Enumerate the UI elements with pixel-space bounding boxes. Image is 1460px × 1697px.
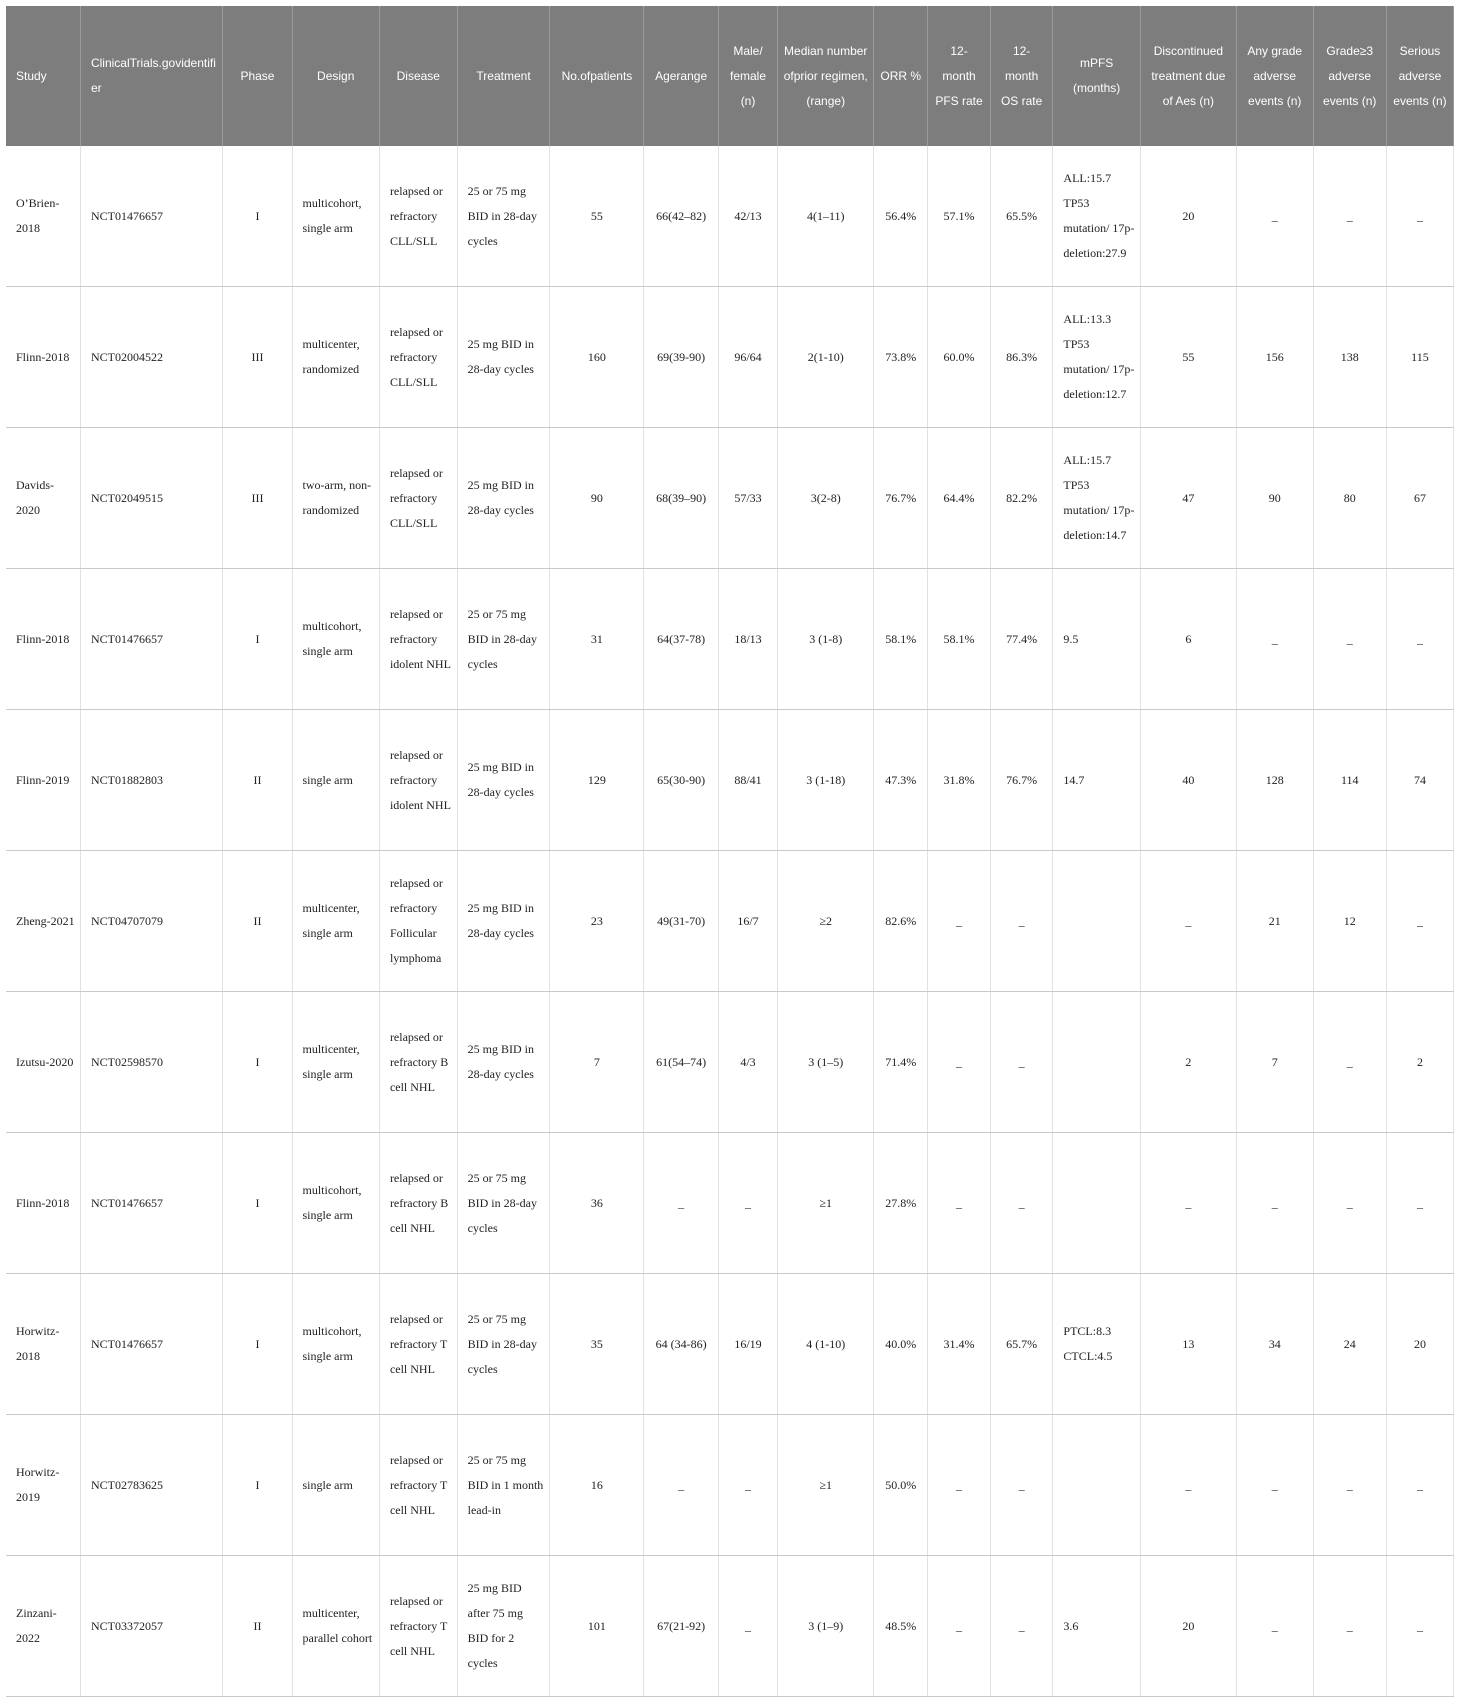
cell-patients: 16 (550, 1415, 644, 1556)
cell-discontinued: 47 (1140, 428, 1236, 569)
cell-treatment: 25 mg BID in 28-day cycles (457, 710, 550, 851)
cell-identifier: NCT02049515 (80, 428, 222, 569)
cell-sex: 16/7 (718, 851, 777, 992)
cell-anygrade: _ (1236, 1556, 1313, 1697)
cell-grade3: 12 (1313, 851, 1386, 992)
cell-regimen: 4 (1-10) (778, 1274, 874, 1415)
cell-identifier: NCT01476657 (80, 1274, 222, 1415)
cell-design: multicenter, parallel cohort (292, 1556, 379, 1697)
header-age: Agerange (644, 6, 718, 146)
cell-discontinued: 6 (1140, 569, 1236, 710)
cell-disease: relapsed or refractory T cell NHL (379, 1274, 457, 1415)
cell-study: Izutsu-2020 (6, 992, 80, 1133)
cell-age: 64 (34-86) (644, 1274, 718, 1415)
cell-os: 82.2% (990, 428, 1053, 569)
cell-mpfs (1053, 992, 1140, 1133)
cell-pfs: _ (928, 851, 991, 992)
header-regimen: Median number ofprior regimen, (range) (778, 6, 874, 146)
cell-age: 49(31-70) (644, 851, 718, 992)
cell-anygrade: _ (1236, 1415, 1313, 1556)
cell-identifier: NCT01476657 (80, 569, 222, 710)
cell-phase: I (223, 992, 292, 1133)
cell-serious: _ (1386, 1415, 1453, 1556)
cell-mpfs: ALL:13.3 TP53 mutation/ 17p-deletion:12.7 (1053, 287, 1140, 428)
cell-disease: relapsed or refractory CLL/SLL (379, 428, 457, 569)
cell-study: Horwitz-2019 (6, 1415, 80, 1556)
cell-os: _ (990, 1133, 1053, 1274)
cell-design: multicohort, single arm (292, 569, 379, 710)
cell-orr: 73.8% (874, 287, 928, 428)
cell-anygrade: _ (1236, 1133, 1313, 1274)
cell-mpfs (1053, 1133, 1140, 1274)
cell-identifier: NCT04707079 (80, 851, 222, 992)
cell-grade3: 80 (1313, 428, 1386, 569)
cell-design: multicenter, randomized (292, 287, 379, 428)
cell-design: multicohort, single arm (292, 1274, 379, 1415)
cell-discontinued: _ (1140, 1133, 1236, 1274)
cell-grade3: _ (1313, 1415, 1386, 1556)
cell-study: Flinn-2018 (6, 287, 80, 428)
table-row (6, 287, 1454, 428)
header-orr: ORR % (874, 6, 928, 146)
header-patients: No.ofpatients (550, 6, 644, 146)
cell-orr: 48.5% (874, 1556, 928, 1697)
cell-pfs: 57.1% (928, 146, 991, 287)
cell-os: _ (990, 992, 1053, 1133)
cell-study: Flinn-2018 (6, 1133, 80, 1274)
table-row (6, 710, 1454, 851)
cell-os: _ (990, 1556, 1053, 1697)
header-identifier: ClinicalTrials.govidentifier (80, 6, 222, 146)
table-row (6, 992, 1454, 1133)
cell-pfs: 58.1% (928, 569, 991, 710)
cell-phase: II (223, 1556, 292, 1697)
cell-anygrade: 156 (1236, 287, 1313, 428)
cell-mpfs: ALL:15.7 TP53 mutation/ 17p-deletion:27.9 (1053, 146, 1140, 287)
cell-os: _ (990, 1415, 1053, 1556)
cell-serious: 20 (1386, 1274, 1453, 1415)
cell-design: multicenter, single arm (292, 851, 379, 992)
header-anygrade: Any grade adverse events (n) (1236, 6, 1313, 146)
cell-sex: _ (718, 1133, 777, 1274)
cell-treatment: 25 or 75 mg BID in 1 month lead-in (457, 1415, 550, 1556)
cell-age: 69(39-90) (644, 287, 718, 428)
header-grade3: Grade≥3 adverse events (n) (1313, 6, 1386, 146)
cell-grade3: _ (1313, 569, 1386, 710)
cell-orr: 40.0% (874, 1274, 928, 1415)
cell-disease: relapsed or refractory T cell NHL (379, 1415, 457, 1556)
cell-anygrade: 128 (1236, 710, 1313, 851)
header-study: Study (6, 6, 80, 146)
cell-discontinued: 55 (1140, 287, 1236, 428)
cell-phase: I (223, 569, 292, 710)
cell-study: Zinzani-2022 (6, 1556, 80, 1697)
cell-regimen: ≥1 (778, 1415, 874, 1556)
header-pfs: 12- month PFS rate (928, 6, 991, 146)
cell-identifier: NCT01476657 (80, 146, 222, 287)
cell-pfs: 31.4% (928, 1274, 991, 1415)
header-sex: Male/ female (n) (718, 6, 777, 146)
cell-treatment: 25 or 75 mg BID in 28-day cycles (457, 146, 550, 287)
cell-serious: _ (1386, 1556, 1453, 1697)
cell-age: 68(39–90) (644, 428, 718, 569)
cell-design: multicohort, single arm (292, 146, 379, 287)
cell-identifier: NCT01476657 (80, 1133, 222, 1274)
cell-disease: relapsed or refractory B cell NHL (379, 992, 457, 1133)
cell-pfs: _ (928, 1415, 991, 1556)
cell-age: _ (644, 1415, 718, 1556)
cell-orr: 47.3% (874, 710, 928, 851)
cell-serious: 2 (1386, 992, 1453, 1133)
cell-pfs: _ (928, 1133, 991, 1274)
header-discontinued: Discontinued treatment due of Aes (n) (1140, 6, 1236, 146)
cell-treatment: 25 or 75 mg BID in 28-day cycles (457, 1274, 550, 1415)
cell-treatment: 25 mg BID in 28-day cycles (457, 428, 550, 569)
cell-os: _ (990, 851, 1053, 992)
cell-sex: 57/33 (718, 428, 777, 569)
cell-orr: 50.0% (874, 1415, 928, 1556)
cell-patients: 36 (550, 1133, 644, 1274)
cell-sex: 96/64 (718, 287, 777, 428)
cell-treatment: 25 mg BID after 75 mg BID for 2 cycles (457, 1556, 550, 1697)
cell-os: 86.3% (990, 287, 1053, 428)
table-row (6, 1274, 1454, 1415)
cell-design: multicohort, single arm (292, 1133, 379, 1274)
cell-os: 76.7% (990, 710, 1053, 851)
cell-age: 65(30-90) (644, 710, 718, 851)
cell-serious: _ (1386, 569, 1453, 710)
cell-mpfs: ALL:15.7 TP53 mutation/ 17p-deletion:14.7 (1053, 428, 1140, 569)
cell-study: Flinn-2018 (6, 569, 80, 710)
cell-disease: relapsed or refractory idolent NHL (379, 569, 457, 710)
cell-design: single arm (292, 1415, 379, 1556)
cell-disease: relapsed or refractory CLL/SLL (379, 287, 457, 428)
cell-orr: 56.4% (874, 146, 928, 287)
cell-serious: _ (1386, 146, 1453, 287)
cell-patients: 129 (550, 710, 644, 851)
cell-disease: relapsed or refractory Follicular lymphoma (379, 851, 457, 992)
cell-discontinued: _ (1140, 1415, 1236, 1556)
cell-orr: 76.7% (874, 428, 928, 569)
cell-design: multicenter, single arm (292, 992, 379, 1133)
cell-grade3: 114 (1313, 710, 1386, 851)
cell-sex: 4/3 (718, 992, 777, 1133)
cell-os: 65.7% (990, 1274, 1053, 1415)
cell-treatment: 25 mg BID in 28-day cycles (457, 287, 550, 428)
cell-sex: 42/13 (718, 146, 777, 287)
header-row (6, 6, 1454, 146)
cell-anygrade: 21 (1236, 851, 1313, 992)
cell-orr: 58.1% (874, 569, 928, 710)
header-treatment: Treatment (457, 6, 550, 146)
cell-treatment: 25 mg BID in 28-day cycles (457, 992, 550, 1133)
cell-sex: 18/13 (718, 569, 777, 710)
cell-pfs: _ (928, 1556, 991, 1697)
cell-grade3: _ (1313, 1133, 1386, 1274)
cell-pfs: _ (928, 992, 991, 1133)
cell-mpfs (1053, 851, 1140, 992)
cell-sex: 88/41 (718, 710, 777, 851)
table-body (6, 146, 1454, 1697)
cell-discontinued: 20 (1140, 146, 1236, 287)
cell-phase: II (223, 851, 292, 992)
cell-anygrade: 90 (1236, 428, 1313, 569)
cell-patients: 7 (550, 992, 644, 1133)
cell-patients: 55 (550, 146, 644, 287)
cell-phase: III (223, 287, 292, 428)
cell-study: Davids-2020 (6, 428, 80, 569)
cell-identifier: NCT03372057 (80, 1556, 222, 1697)
cell-orr: 71.4% (874, 992, 928, 1133)
cell-identifier: NCT02783625 (80, 1415, 222, 1556)
cell-patients: 35 (550, 1274, 644, 1415)
cell-phase: III (223, 428, 292, 569)
cell-mpfs: PTCL:8.3 CTCL:4.5 (1053, 1274, 1140, 1415)
cell-sex: _ (718, 1415, 777, 1556)
cell-disease: relapsed or refractory CLL/SLL (379, 146, 457, 287)
cell-serious: _ (1386, 1133, 1453, 1274)
header-serious: Serious adverse events (n) (1386, 6, 1453, 146)
header-disease: Disease (379, 6, 457, 146)
cell-design: two-arm, non-randomized (292, 428, 379, 569)
cell-regimen: ≥2 (778, 851, 874, 992)
cell-discontinued: 40 (1140, 710, 1236, 851)
cell-patients: 31 (550, 569, 644, 710)
cell-regimen: 2(1-10) (778, 287, 874, 428)
cell-serious: 67 (1386, 428, 1453, 569)
cell-patients: 160 (550, 287, 644, 428)
cell-serious: 74 (1386, 710, 1453, 851)
table-row (6, 1133, 1454, 1274)
cell-age: _ (644, 1133, 718, 1274)
cell-patients: 23 (550, 851, 644, 992)
cell-identifier: NCT01882803 (80, 710, 222, 851)
cell-serious: 115 (1386, 287, 1453, 428)
header-os: 12- month OS rate (990, 6, 1053, 146)
cell-mpfs: 9.5 (1053, 569, 1140, 710)
cell-grade3: 138 (1313, 287, 1386, 428)
cell-regimen: 3 (1–5) (778, 992, 874, 1133)
cell-age: 66(42–82) (644, 146, 718, 287)
cell-treatment: 25 mg BID in 28-day cycles (457, 851, 550, 992)
cell-anygrade: 34 (1236, 1274, 1313, 1415)
cell-regimen: 3 (1-18) (778, 710, 874, 851)
cell-anygrade: 7 (1236, 992, 1313, 1133)
cell-identifier: NCT02004522 (80, 287, 222, 428)
cell-regimen: 3(2-8) (778, 428, 874, 569)
cell-age: 64(37-78) (644, 569, 718, 710)
cell-disease: relapsed or refractory B cell NHL (379, 1133, 457, 1274)
cell-os: 77.4% (990, 569, 1053, 710)
cell-anygrade: _ (1236, 146, 1313, 287)
cell-orr: 82.6% (874, 851, 928, 992)
table-row (6, 146, 1454, 287)
trial-table (6, 6, 1454, 1697)
table-row (6, 1556, 1454, 1697)
cell-patients: 101 (550, 1556, 644, 1697)
cell-sex: 16/19 (718, 1274, 777, 1415)
table-row (6, 851, 1454, 992)
table-row (6, 569, 1454, 710)
cell-disease: relapsed or refractory T cell NHL (379, 1556, 457, 1697)
cell-anygrade: _ (1236, 569, 1313, 710)
cell-phase: I (223, 1133, 292, 1274)
cell-treatment: 25 or 75 mg BID in 28-day cycles (457, 569, 550, 710)
cell-mpfs: 14.7 (1053, 710, 1140, 851)
cell-pfs: 64.4% (928, 428, 991, 569)
cell-grade3: _ (1313, 1556, 1386, 1697)
table-row (6, 1415, 1454, 1556)
cell-phase: I (223, 1415, 292, 1556)
cell-phase: I (223, 1274, 292, 1415)
cell-os: 65.5% (990, 146, 1053, 287)
cell-study: Flinn-2019 (6, 710, 80, 851)
cell-identifier: NCT02598570 (80, 992, 222, 1133)
cell-regimen: 3 (1-8) (778, 569, 874, 710)
header-design: Design (292, 6, 379, 146)
cell-grade3: _ (1313, 992, 1386, 1133)
cell-study: Zheng-2021 (6, 851, 80, 992)
cell-treatment: 25 or 75 mg BID in 28-day cycles (457, 1133, 550, 1274)
cell-age: 61(54–74) (644, 992, 718, 1133)
cell-age: 67(21-92) (644, 1556, 718, 1697)
cell-patients: 90 (550, 428, 644, 569)
cell-regimen: 3 (1–9) (778, 1556, 874, 1697)
cell-study: Horwitz-2018 (6, 1274, 80, 1415)
cell-serious: _ (1386, 851, 1453, 992)
cell-orr: 27.8% (874, 1133, 928, 1274)
cell-discontinued: _ (1140, 851, 1236, 992)
cell-mpfs (1053, 1415, 1140, 1556)
cell-grade3: 24 (1313, 1274, 1386, 1415)
cell-regimen: 4(1–11) (778, 146, 874, 287)
cell-discontinued: 20 (1140, 1556, 1236, 1697)
cell-phase: I (223, 146, 292, 287)
cell-regimen: ≥1 (778, 1133, 874, 1274)
cell-discontinued: 2 (1140, 992, 1236, 1133)
cell-phase: II (223, 710, 292, 851)
cell-grade3: _ (1313, 146, 1386, 287)
cell-pfs: 60.0% (928, 287, 991, 428)
cell-study: O’Brien-2018 (6, 146, 80, 287)
cell-pfs: 31.8% (928, 710, 991, 851)
cell-mpfs: 3.6 (1053, 1556, 1140, 1697)
header-phase: Phase (223, 6, 292, 146)
cell-design: single arm (292, 710, 379, 851)
cell-sex: _ (718, 1556, 777, 1697)
header-mpfs: mPFS (months) (1053, 6, 1140, 146)
table-row (6, 428, 1454, 569)
cell-discontinued: 13 (1140, 1274, 1236, 1415)
cell-disease: relapsed or refractory idolent NHL (379, 710, 457, 851)
